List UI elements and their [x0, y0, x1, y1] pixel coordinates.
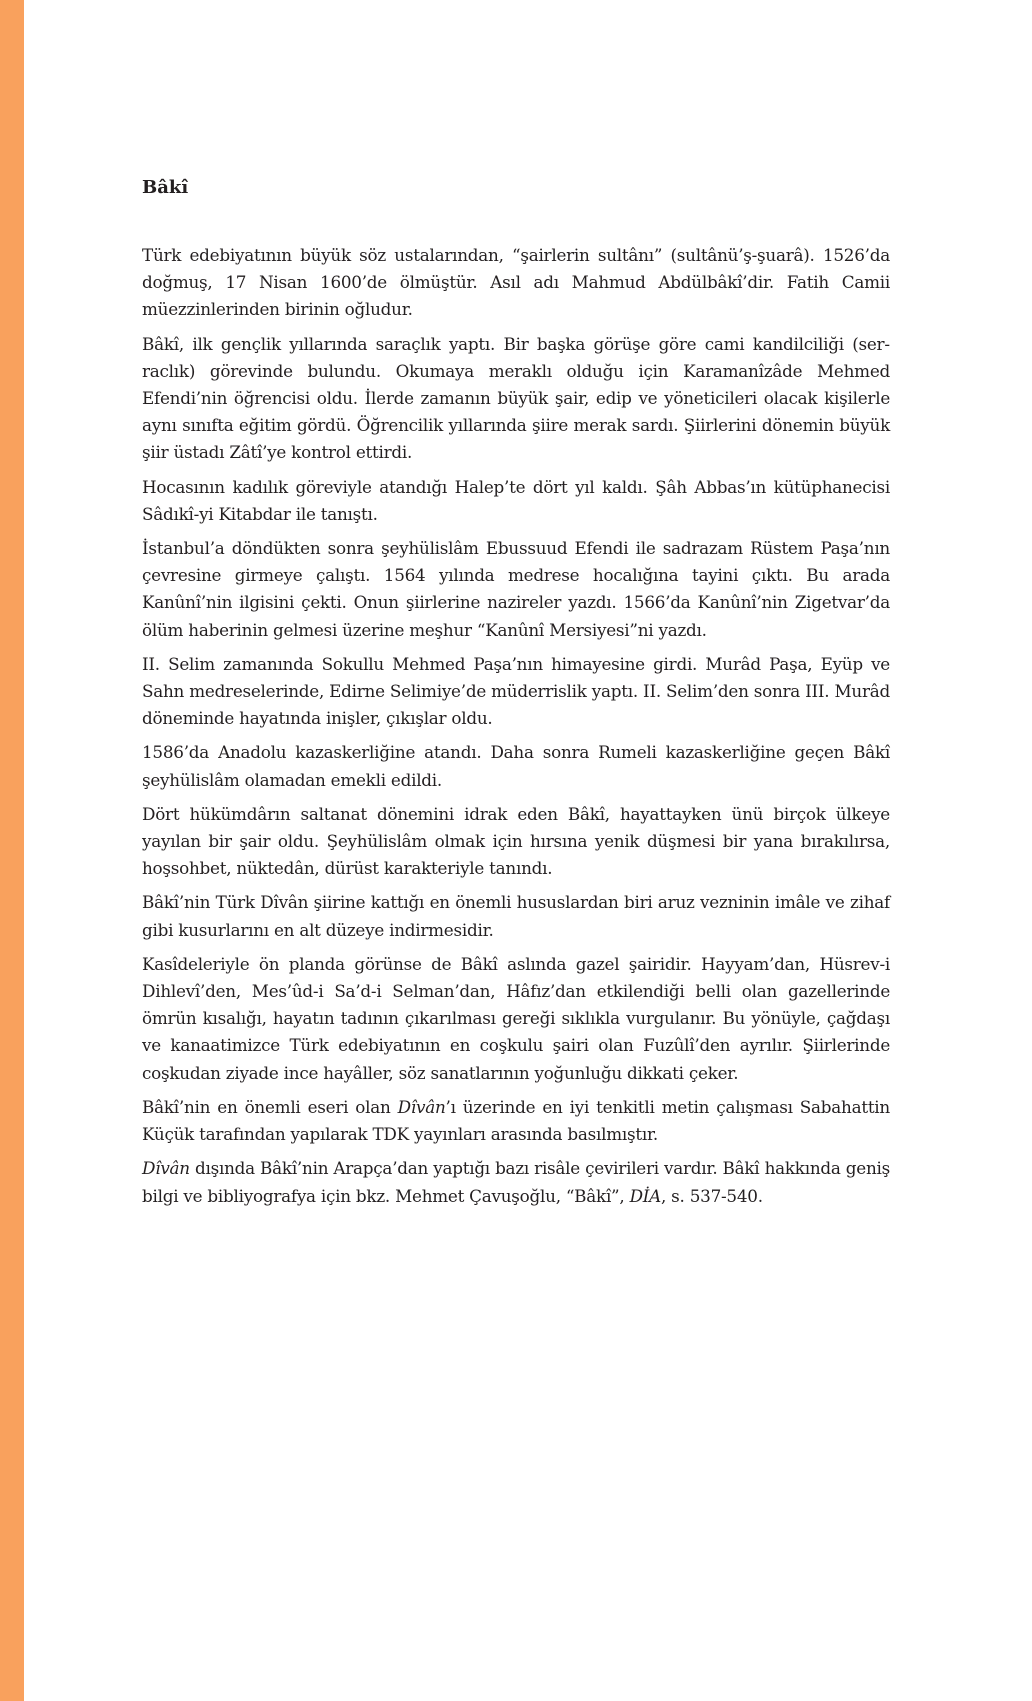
paragraph-text: 1586’da Anadolu kazaskerliğine atandı. Daha sonra Rumeli kazaskerliğine geçen Bâkî şeyhülislâm olamadan emekli edildi. — [142, 742, 890, 790]
paragraph — [142, 1155, 890, 1209]
paragraph — [142, 1094, 890, 1148]
paragraph — [142, 651, 890, 733]
paragraph-text: Bâkî, ilk gençlik yıllarında saraçlık yaptı. Bir başka görüşe göre cami kandilciliği (serraclık) görevinde bulundu. Okumaya meraklı olduğu için Karamanîzâde Mehmed Efendi’nin öğrencisi oldu. İlerde zamanın büyük şair, edip ve yöneticileri olacak kişilerle aynı sınıfta eğitim gördü. Öğrencilik yıllarında şiire merak sardı. Şiirlerini dönemin büyük şiir üstadı Zâtî’ye kontrol ettirdi. — [142, 333, 890, 463]
paragraph — [142, 739, 890, 793]
paragraph — [142, 801, 890, 883]
paragraph — [142, 889, 890, 943]
paragraph — [142, 331, 890, 467]
italic-text: DİA — [629, 1185, 662, 1206]
paragraph-text: Bâkî’nin en önemli eseri olan — [142, 1096, 398, 1117]
paragraph-text: , s. 537-540. — [661, 1185, 763, 1206]
paragraph-text: Türk edebiyatının büyük söz ustalarından, “şairlerin sultânı” (sultânü’ş-şuarâ). 1526’da doğmuş, 17 Nisan 1600’de ölmüştür. Asıl adı Mahmud Abdülbâkî’dir. Fatih Camii müezzinlerinden birinin oğludur. — [142, 245, 890, 320]
paragraph-text: II. Selim zamanında Sokullu Mehmed Paşa’nın himayesine girdi. Murâd Paşa, Eyüp ve Sahn medreselerinde, Edirne Selimiye’de müderrislik yaptı. II. Selim’den sonra III. Murâd döneminde hayatında inişler, çıkışlar oldu. — [142, 653, 890, 729]
paragraph-text: Hocasının kadılık göreviyle atandığı Halep’te dört yıl kaldı. Şâh Abbas’ın kütüphanecisi Sâdıkî-yi Kitabdar ile tanıştı. — [142, 476, 890, 524]
paragraph-text: Bâkî’nin Türk Dîvân şiirine kattığı en önemli hususlardan biri aruz vezninin imâle ve zihaf gibi kusurlarını en alt düzeye indirmesidir. — [142, 892, 890, 940]
paragraph-text: dışında Bâkî’nin Arapça’dan yaptığı bazı risâle çevirileri vardır. Bâkî hakkında geniş bilgi ve bibliyografya için bkz. Mehmet Çavuşoğlu, “Bâkî”, — [142, 1158, 890, 1206]
paragraph — [142, 951, 890, 1087]
paragraph — [142, 474, 890, 528]
page-edge-stripe — [0, 0, 24, 1701]
paragraph — [142, 242, 890, 324]
paragraph-text: Kasîdeleriyle ön planda görünse de Bâkî aslında gazel şairidir. Hayyam’dan, Hüsrev-i Dihlevî’den, Mes’ûd-i Sa’d-i Selman’dan, Hâfız’dan etkilendiği belli olan gazellerinde ömrün kısalığı, hayatın tadının çıkarılması gereği sıklıkla vurgulanır. Bu yönüyle, çağdaşı ve kanaatimizce Türk edebiyatının en coşkulu şairi olan Fuzûlî’den ayrılır. Şiirlerinde coşkudan ziyade ince hayâller, söz sanatlarının yoğunluğu dikkati çeker. — [142, 953, 890, 1083]
paragraph-text: İstanbul’a döndükten sonra şeyhülislâm Ebussuud Efendi ile sadrazam Rüstem Paşa’nın çevresine girmeye çalıştı. 1564 yılında medrese hocalığına tayini çıktı. Bu arada Kanûnî’nin ilgisini çekti. Onun şiirlerine nazireler yazdı. 1566’da Kanûnî’nin Zigetvar’da ölüm haberinin gelmesi üzerine meşhur “Kanûnî Mersiyesi”ni yazdı. — [142, 538, 890, 640]
paragraph — [142, 535, 890, 644]
italic-text: Dîvân — [397, 1096, 446, 1117]
document-title: Bâkî — [142, 177, 189, 198]
document-body — [142, 176, 890, 1217]
paragraph-list — [142, 242, 890, 1210]
paragraph-text: ’ı üzerinde en iyi tenkitli metin çalışması Sabahattin Küçük tarafından yapılarak TDK yayınları arasında basılmıştır. — [142, 1096, 890, 1145]
italic-text: Dîvân — [142, 1158, 190, 1179]
paragraph-text: Dört hükümdârın saltanat dönemini idrak eden Bâkî, hayattayken ünü birçok ülkeye yayılan bir şair oldu. Şeyhülislâm olmak için hırsına yenik düşmesi bir yana bırakılırsa, hoşsohbet, nüktedân, dürüst karakteriyle tanındı. — [142, 803, 890, 879]
